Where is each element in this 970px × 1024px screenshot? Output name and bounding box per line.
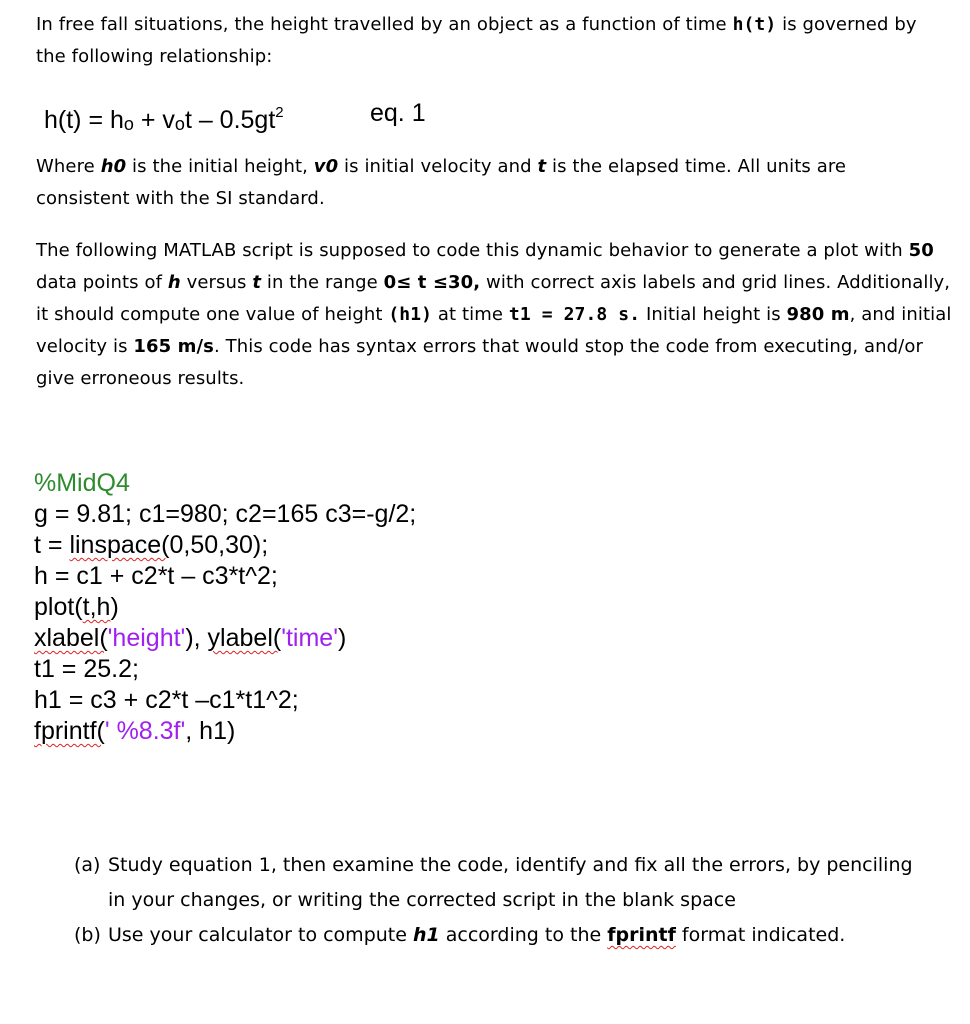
code-line-comment: %MidQ4 <box>34 469 130 497</box>
code-line-constants: g = 9.81; c1=980; c2=165 c3=-g/2; <box>34 500 417 528</box>
question-b: (b) Use your calculator to compute h1 according to the fprintf format indicated. <box>74 918 934 953</box>
question-a-tag: (a) <box>74 854 101 876</box>
matlab-description: The following MATLAB script is supposed to code this dynamic behavior to generate a plot with 50 data points of h versus t in the range 0≤ t ≤30, with correct axis labels and grid lines. Additionally, it should compute one value of height (h1) at time t1 = 27.8 s. Initial height is 980 m, and initial velocity is 165 m/s. This code has syntax errors that would stop the code from executing, and/or give erroneous results. <box>36 240 952 389</box>
code-line-height: h = c1 + c2*t – c3*t^2; <box>34 562 278 590</box>
function-symbol: h(t) <box>732 14 777 35</box>
intro-paragraph: In free fall situations, the height travelled by an object as a function of time h(t) is governed by the following relationship: <box>36 14 917 67</box>
equation-label: eq. 1 <box>370 99 426 127</box>
question-a <box>74 848 934 918</box>
question-list <box>74 848 934 953</box>
code-line-h1: h1 = c3 + c2*t –c1*t1^2; <box>34 686 299 714</box>
definitions-paragraph: Where h0 is the initial height, v0 is initial velocity and t is the elapsed time. All units are consistent with the SI standard. <box>36 156 847 209</box>
question-a-text: Study equation 1, then examine the code, identify and fix all the errors, by penciling in your changes, or writing the corrected script in the blank space <box>108 854 913 911</box>
code-line-linspace: t = linspace(0,50,30); <box>34 531 269 559</box>
code-line-labels: xlabel('height'), ylabel('time') <box>34 624 347 652</box>
code-line-t1: t1 = 25.2; <box>34 655 139 683</box>
code-line-plot: plot(t,h) <box>34 593 119 621</box>
question-b-tag: (b) <box>74 924 101 946</box>
equation-1: h(t) = ho + vot – $0.5gt^2$ <box>44 104 284 134</box>
code-line-fprintf: fprintf(' %8.3f', h1) <box>34 717 236 745</box>
matlab-code-block <box>34 468 416 747</box>
